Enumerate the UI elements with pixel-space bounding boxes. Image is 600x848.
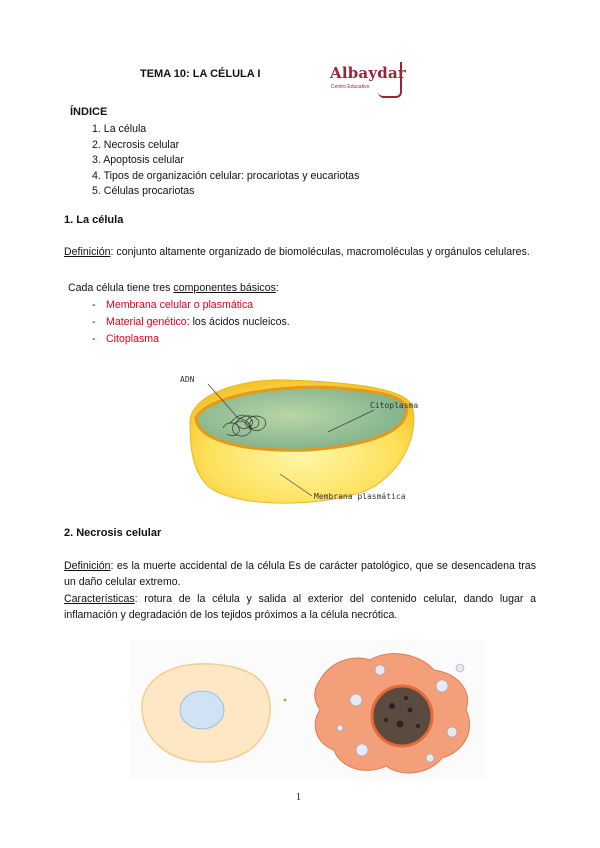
section-1-definition (64, 245, 536, 261)
albaydar-logo (328, 62, 404, 100)
healthy-nucleus (180, 691, 224, 729)
necrotic-nucleus (372, 686, 432, 746)
definition-text: : conjunto altamente organizado de biomoléculas, macromoléculas y orgánulos celulares. (110, 246, 530, 258)
index-heading: ÍNDICE (70, 106, 108, 118)
definition-label: Definición (64, 246, 111, 258)
logo-shield-icon (378, 62, 402, 98)
section-2-characteristics (64, 592, 536, 623)
definition-text: : es la muerte accidental de la célula Es de carácter patológico, que se desencadena tras un daño celular extremo. (64, 560, 536, 588)
label-citoplasma: Citoplasma (370, 401, 419, 410)
logo-name: Albaydar (330, 64, 406, 82)
list-item: - Material genético: los ácidos nucleicos. (92, 316, 290, 328)
logo-subtitle: Centro Educativo (331, 84, 370, 90)
label-adn: ADN (180, 375, 195, 384)
components-intro: Cada célula tiene tres componentes básicos: (68, 282, 279, 294)
definition-label: Definición (64, 560, 111, 572)
cell-diagram (178, 366, 450, 516)
index-list (92, 122, 359, 200)
necrosis-illustration (130, 640, 485, 780)
section-2-heading: 2. Necrosis celular (64, 527, 162, 539)
page-title: TEMA 10: LA CÉLULA I (140, 68, 261, 80)
section-1-heading: 1. La célula (64, 214, 124, 226)
index-item: 4. Tipos de organización celular: procariotas y eucariotas (92, 169, 360, 182)
characteristics-text: : rotura de la célula y salida al exterior del contenido celular, dando lugar a inflamación y degradación de los tejidos próximos a la célula necrótica. (64, 593, 536, 621)
page-number: 1 (296, 792, 301, 803)
components-list (92, 297, 290, 348)
index-item: 5. Células procariotas (92, 185, 195, 197)
characteristics-label: Características (64, 593, 135, 605)
list-item: - Membrana celular o plasmática (92, 299, 254, 311)
list-item: - Citoplasma (92, 333, 159, 345)
index-item: 2. Necrosis celular (92, 138, 180, 151)
index-item: 3. Apoptosis celular (92, 154, 184, 166)
label-membrana: Membrana plasmática (314, 492, 406, 501)
index-item: 1. La célula (92, 123, 147, 135)
arrow-dot-icon (284, 699, 287, 702)
section-2-definition (64, 559, 536, 590)
